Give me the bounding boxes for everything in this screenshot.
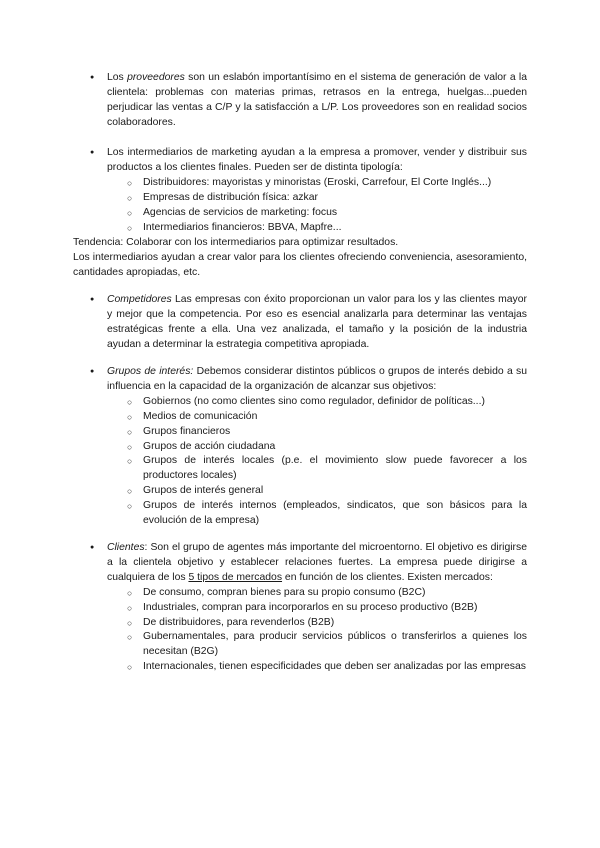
section-grupos-interes (90, 365, 527, 529)
clientes-text-a: : Son el grupo de agentes más importante del microentorno. El objetivo es dirigirse a la clientela objetivo y establecer relaciones fuertes. La empresa puede dirigirse a cualquiera de los (107, 542, 527, 583)
tendencia-line: Tendencia: Colaborar con los intermediarios para optimizar resultados. (73, 237, 399, 248)
list-item (90, 146, 527, 235)
sublist-item: ○ Grupos de interés general (127, 484, 527, 499)
sublist-item: ○ Grupos de interés locales (p.e. el movimiento slow puede favorecer a los productores locales) (127, 454, 527, 484)
list-item (90, 541, 527, 675)
tendencia-paragraph: Los intermediarios ayudan a crear valor para los clientes ofreciendo conveniencia, asesoramiento, cantidades apropiadas, etc. (73, 251, 527, 278)
grupos-term: Grupos de interés: (107, 366, 194, 377)
sublist-item: ○ Grupos de interés internos (empleados, sindicatos, que son básicos para la evolución de la empresa) (127, 499, 527, 529)
section-competidores (90, 293, 527, 353)
sublist-item: ○ Agencias de servicios de marketing: focus (127, 206, 527, 221)
section-tendencia (73, 236, 527, 281)
sublist-item: ○ De consumo, compran bienes para su propio consumo (B2C) (127, 586, 527, 601)
competidores-text: Las empresas con éxito proporcionan un valor para los y las clientes mayor y mejor que la competencia. Por eso es esencial analizarla para determinar las ventajas estratégicas frente a ella. Una vez analizada, el tamaño y la posición de la industria ayudan a determinar la estrategia competitiva apropiada. (107, 294, 527, 350)
sublist-item: ○ Intermediarios financieros: BBVA, Mapfre... (127, 221, 527, 236)
proveedores-text: son un eslabón importantísimo en el sistema de generación de valor a la clientela: problemas con materias primas, retrasos en la entrega, huelgas...pueden perjudicar las ventas a C/P y la satisfacción a L/P. Los proveedores son en realidad socios colaboradores. (107, 72, 527, 128)
sublist-item: ○ Gobiernos (no como clientes sino como regulador, definidor de políticas...) (127, 395, 527, 410)
list-item (90, 365, 527, 529)
sublist-item: ○ Gubernamentales, para producir servicios públicos o transferirlos a quienes los necesitan (B2G) (127, 630, 527, 660)
section-intermediarios (90, 146, 527, 235)
section-clientes (90, 541, 527, 675)
intermediarios-text: Los intermediarios de marketing ayudan a la empresa a promover, vender y distribuir sus productos a los clientes finales. Pueden ser de distinta tipología: (107, 147, 527, 173)
sublist-item: ○ Internacionales, tienen especificidades que deben ser analizadas por las empresas (127, 660, 527, 675)
sublist-item: ○ Grupos financieros (127, 425, 527, 440)
proveedores-pre: Los (107, 72, 128, 83)
grupos-sublist (107, 395, 527, 529)
sublist-item: ○ De distribuidores, para revenderlos (B2B) (127, 616, 527, 631)
section-proveedores (90, 71, 527, 131)
intermediarios-sublist (107, 176, 527, 236)
proveedores-term: proveedores (127, 72, 185, 83)
sublist-item: ○ Distribuidores: mayoristas y minoristas (Eroski, Carrefour, El Corte Inglés...) (127, 176, 527, 191)
grupos-text: Debemos considerar distintos públicos o grupos de interés debido a su influencia en la capacidad de la organización de alcanzar sus objetivos: (107, 366, 527, 392)
competidores-term: Competidores (107, 294, 172, 305)
sublist-item: ○ Grupos de acción ciudadana (127, 440, 527, 455)
clientes-sublist (107, 586, 527, 675)
tipos-mercados-link[interactable]: 5 tipos de mercados (188, 571, 283, 583)
sublist-item: ○ Medios de comunicación (127, 410, 527, 425)
sublist-item: ○ Empresas de distribución física: azkar (127, 191, 527, 206)
clientes-term: Clientes (107, 542, 145, 553)
sublist-item: ○ Industriales, compran para incorporarlos en su proceso productivo (B2B) (127, 601, 527, 616)
clientes-text-b: en función de los clientes. Existen mercados: (282, 571, 493, 583)
list-item (90, 71, 527, 131)
list-item (90, 293, 527, 353)
